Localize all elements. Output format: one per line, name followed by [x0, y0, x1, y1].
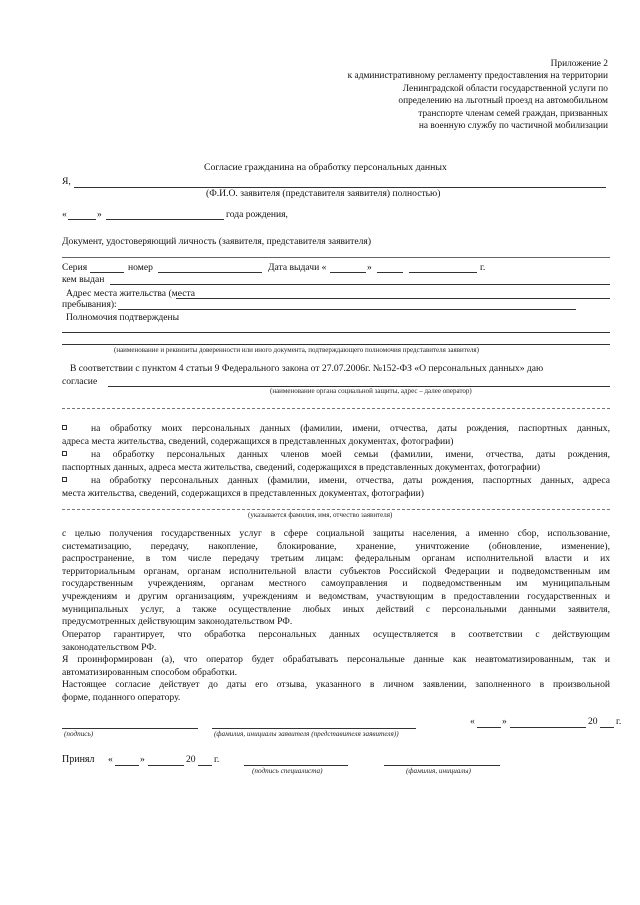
option-3-line1: на обработку персональных данных (фамилии, имени, отчества, даты рождения, паспортных данных, адреса	[91, 475, 610, 486]
issued-year-field[interactable]	[409, 272, 477, 273]
purpose-line: распространение, в том числе передачу третьим лицам: федеральным органам исполнительной власти и их	[62, 553, 610, 565]
purpose-line: территориальным органам, органам исполнительной власти субъектов Российской Федерации и подведомственным им	[62, 565, 610, 577]
consent-option-1	[62, 423, 610, 448]
signature-caption: (подпись)	[64, 730, 94, 738]
signature-field[interactable]	[62, 728, 198, 729]
purpose-line: учреждениям и другим организациям, учреждениям и ведомствам, участвующим в предоставлении государственных и	[62, 590, 610, 602]
issued-date-label: Дата выдачи «	[268, 262, 327, 273]
received-date-close: »	[140, 754, 145, 765]
annex-line: транспорте членам семей граждан, призванных	[418, 108, 608, 119]
received-label: Принял	[62, 754, 95, 765]
address-label-line2: пребывания):	[62, 299, 117, 310]
consent-option-3	[62, 475, 610, 500]
birth-day-field[interactable]	[68, 219, 96, 220]
checkbox-own-data[interactable]	[62, 425, 67, 430]
purpose-line: предусмотренных действующим законодательством РФ.	[62, 616, 293, 628]
annex-line: определению на льготный проезд на автомобильном	[398, 96, 608, 107]
purpose-line: с целью получения государственных услуг в сфере социальной защиты населения, а именно сбор, использование,	[62, 528, 610, 539]
validity-line: Настоящее согласие действует до даты его отзыва, указанного в личном заявлении, заполненного в произвольной	[62, 679, 610, 690]
powers-label: Полномочия подтверждены	[66, 312, 180, 323]
received-month-field[interactable]	[148, 765, 184, 766]
issued-by-label: кем выдан	[62, 274, 105, 285]
issued-year-suffix: г.	[480, 262, 486, 273]
specialist-name-caption: (фамилия, инициалы)	[406, 767, 471, 775]
guarantee-paragraph	[62, 629, 610, 654]
powers-caption: (наименование и реквизиты доверенности или иного документа, подтверждающего полномочия представителя заявителя)	[114, 346, 479, 354]
sign-year-field[interactable]	[600, 727, 614, 728]
consent-word: согласие	[62, 376, 98, 387]
birth-close: »	[97, 209, 102, 220]
issued-month-field[interactable]	[377, 272, 403, 273]
specialist-signature-field[interactable]	[244, 765, 348, 766]
informed-line: автоматизированным способом обработки.	[62, 666, 238, 678]
validity-line: форме, поданного оператору.	[62, 691, 181, 703]
specialist-name-field[interactable]	[384, 765, 500, 766]
number-label: номер	[128, 262, 153, 273]
applicant-name-caption: (Ф.И.О. заявителя (представителя заявителя) полностью)	[206, 188, 441, 199]
sign-year-prefix: 20	[588, 716, 598, 727]
informed-paragraph	[62, 654, 610, 679]
validity-paragraph	[62, 679, 610, 704]
series-field[interactable]	[90, 272, 124, 273]
purpose-line: систематизацию, передачу, накопление, блокирование, хранение, уничтожение (обновление, изменение),	[62, 540, 610, 552]
received-year-prefix: 20	[186, 754, 196, 765]
applicant-prefix: Я,	[62, 176, 71, 187]
specialist-signature-caption: (подпись специалиста)	[252, 767, 323, 775]
birth-month-year-field[interactable]	[106, 219, 224, 220]
identity-doc-label: Документ, удостоверяющий личность (заявителя, представителя заявителя)	[62, 236, 372, 247]
birth-open: «	[62, 209, 67, 220]
option-1-line1: на обработку моих персональных данных (фамилии, имени, отчества, даты рождения, паспортных данных,	[91, 423, 610, 434]
checkbox-other-data[interactable]	[62, 477, 67, 482]
address-field-line2[interactable]	[118, 309, 576, 310]
purpose-line: муниципальных услуг, а также осуществление любых иных действий с персональными данными заявителя,	[62, 603, 610, 615]
identity-doc-field[interactable]	[62, 257, 610, 258]
sign-year-suffix: г.	[616, 716, 622, 727]
received-year-field[interactable]	[198, 765, 212, 766]
sign-date-open: «	[470, 716, 475, 727]
annex-header	[348, 58, 608, 132]
number-field[interactable]	[158, 272, 262, 273]
page-title: Согласие гражданина на обработку персональных данных	[204, 162, 447, 173]
received-date-open: «	[108, 754, 113, 765]
received-day-field[interactable]	[115, 765, 139, 766]
sign-month-field[interactable]	[510, 727, 586, 728]
received-year-suffix: г.	[214, 754, 220, 765]
annex-line: Приложение 2	[550, 59, 608, 69]
person-name-caption: (указывается фамилия, имя, отчество заявителя)	[248, 511, 393, 519]
consent-option-2	[62, 449, 610, 474]
option-2-line2: паспортных данных, адреса места жительства, сведений, содержащихся в представленных документах, фотографии)	[62, 461, 541, 473]
guarantee-line: законодательством РФ.	[62, 641, 157, 653]
annex-line: Ленинградской области государственной услуги по	[402, 83, 608, 94]
issued-date-close: »	[367, 262, 372, 273]
option-3-line2: места жительства, сведений, содержащихся в представленных документах, фотографии)	[62, 487, 424, 499]
annex-line: к административному регламенту предоставления на территории	[347, 71, 608, 82]
address-field-line1[interactable]	[176, 298, 610, 299]
birth-suffix: года рождения,	[226, 209, 288, 220]
issued-day-field[interactable]	[330, 272, 366, 273]
option-1-line2: адреса места жительства, сведений, содержащихся в представленных документах, фотографии)	[62, 435, 454, 447]
checkbox-family-data[interactable]	[62, 451, 67, 456]
annex-line: на военную службу по частичной мобилизации	[418, 121, 608, 132]
purpose-line: государственным учреждениям, органам местного самоуправления и подведомственным им муниципальным	[62, 578, 610, 590]
operator-caption: (наименование органа социальной защиты, адрес – далее оператор)	[270, 387, 472, 395]
operator-field-line2[interactable]	[62, 408, 610, 409]
purpose-paragraph	[62, 528, 610, 629]
consent-intro: В соответствии с пунктом 4 статьи 9 Федерального закона от 27.07.2006г. №152-ФЗ «О персональных данных» даю	[70, 363, 544, 374]
informed-line: Я проинформирован (а), что оператор будет обрабатывать персональные данные как неавтоматизированным, так и	[62, 654, 610, 665]
sign-day-field[interactable]	[477, 727, 501, 728]
option-2-line1: на обработку персональных данных членов моей семьи (фамилии, имени, отчества, даты рождения,	[91, 449, 610, 460]
person-name-field[interactable]	[62, 509, 610, 510]
address-label-line1: Адрес места жительства (места	[66, 288, 196, 299]
signer-name-field[interactable]	[212, 728, 416, 729]
sign-date-close: »	[502, 716, 507, 727]
powers-field-line2[interactable]	[62, 344, 610, 345]
series-label: Серия	[62, 262, 88, 273]
guarantee-line: Оператор гарантирует, что обработка персональных данных осуществляется в соответствии с действующим	[62, 629, 610, 640]
issued-by-field[interactable]	[110, 284, 610, 285]
powers-field-line1[interactable]	[62, 332, 610, 333]
signer-name-caption: (фамилия, инициалы заявителя (представителя заявителя))	[214, 730, 399, 738]
